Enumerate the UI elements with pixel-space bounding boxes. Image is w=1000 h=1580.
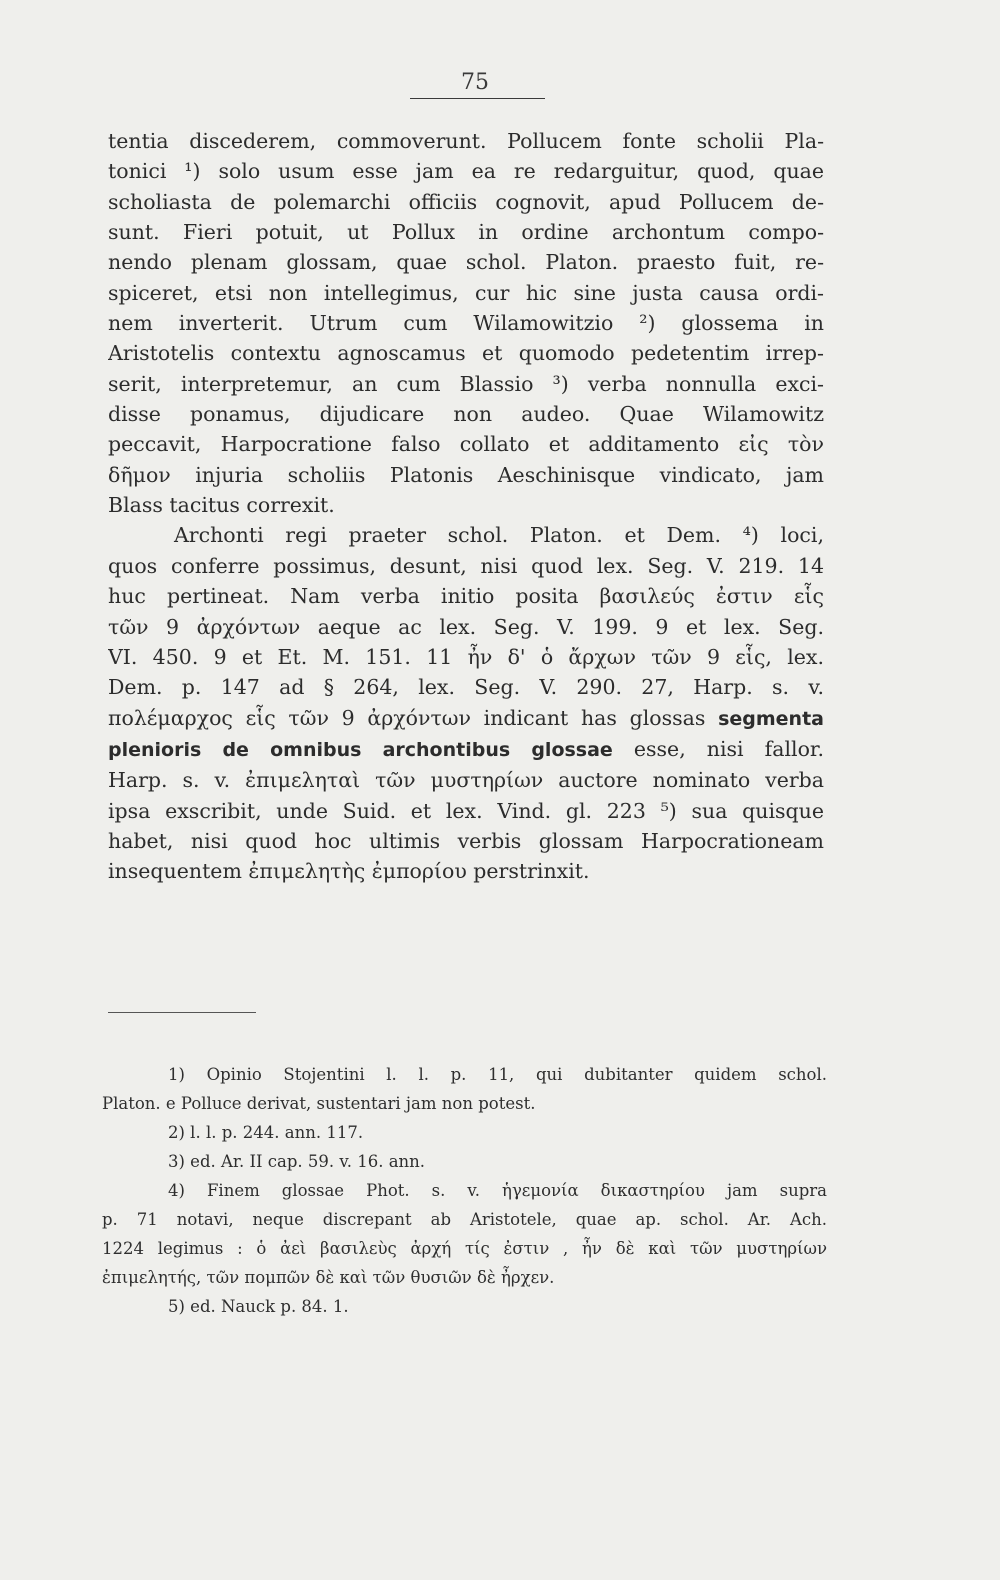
body-line: serit, interpretemur, an cum Blassio ³) verba nonnulla exci-	[108, 371, 824, 396]
body-line: tonici ¹) solo usum esse jam ea re redarguitur, quod, quae	[108, 159, 824, 184]
footnote-line: 1224 legimus : ὁ ἀεὶ βασιλεὺς ἀρχή τίς ἐστιν , ἦν δὲ καὶ τῶν μυστηρίων	[102, 1239, 827, 1258]
footnote-line: 2) l. l. p. 244. ann. 117.	[168, 1123, 364, 1142]
body-line: τῶν 9 ἀρχόντων aeque ac lex. Seg. V. 199. 9 et lex. Seg.	[108, 614, 824, 639]
body-line: Aristotelis contextu agnoscamus et quomodo pedetentim irrep-	[108, 341, 824, 366]
footnotes	[102, 1060, 827, 1321]
footnote-line: 3) ed. Ar. II cap. 59. v. 16. ann.	[168, 1152, 426, 1171]
body-line: Archonti regi praeter schol. Platon. et Dem. ⁴) loci,	[174, 523, 824, 548]
body-line: disse ponamus, dijudicare non audeo. Quae Wilamowitz	[108, 402, 824, 427]
body-line: Blass tacitus correxit.	[108, 493, 335, 518]
body-line: nendo plenam glossam, quae schol. Platon. praesto fuit, re-	[108, 250, 824, 275]
header-rule	[410, 98, 545, 99]
body-line: ipsa exscribit, unde Suid. et lex. Vind. gl. 223 ⁵) sua quisque	[108, 798, 824, 823]
body-line-with-bold	[108, 703, 824, 734]
body-line: δῆμον injuria scholiis Platonis Aeschinisque vindicato, jam	[108, 462, 824, 487]
body-line: VI. 450. 9 et Et. M. 151. 11 ἦν δ' ὁ ἄρχων τῶν 9 εἷς, lex.	[108, 644, 824, 669]
footnote-line: 4) Finem glossae Phot. s. v. ἡγεμονία δικαστηρίου jam supra	[168, 1181, 827, 1200]
body-line: sunt. Fieri potuit, ut Pollux in ordine archontum compo-	[108, 220, 824, 245]
footnote-line: p. 71 notavi, neque discrepant ab Aristotele, quae ap. schol. Ar. Ach.	[102, 1210, 827, 1229]
body-line: habet, nisi quod hoc ultimis verbis glossam Harpocrationeam	[108, 828, 824, 853]
bold-emphasis: plenioris de omnibus archontibus glossae	[108, 738, 613, 761]
body-line: insequentem ἐπιμελητὴς ἐμπορίου perstrinxit.	[108, 859, 590, 884]
body-line: nem inverterit. Utrum cum Wilamowitzio ²) glossema in	[108, 311, 824, 336]
footnote-separator	[108, 1012, 256, 1013]
body-line-text: esse, nisi fallor.	[612, 736, 824, 761]
footnote-line: ἐπιμελητής, τῶν πομπῶν δὲ καὶ τῶν θυσιῶν δὲ ἦρχεν.	[102, 1268, 555, 1287]
footnote-line: 5) ed. Nauck p. 84. 1.	[168, 1297, 349, 1316]
body-line: scholiasta de polemarchi officiis cognovit, apud Pollucem de-	[108, 189, 824, 214]
body-line: quos conferre possimus, desunt, nisi quod lex. Seg. V. 219. 14	[108, 553, 824, 578]
body-line: peccavit, Harpocratione falso collato et additamento εἰς τὸν	[108, 432, 824, 457]
footnote-line: 1) Opinio Stojentini l. l. p. 11, qui dubitanter quidem schol.	[168, 1065, 827, 1084]
body-line: tentia discederem, commoverunt. Pollucem fonte scholii Pla-	[108, 129, 824, 153]
main-body-text	[108, 126, 824, 887]
footnote-line: Platon. e Polluce derivat, sustentari jam non potest.	[102, 1094, 536, 1113]
body-line-text: πολέμαρχος εἷς τῶν 9 ἀρχόντων indicant has glossas	[108, 705, 719, 730]
body-line: Dem. p. 147 ad § 264, lex. Seg. V. 290. 27, Harp. s. v.	[108, 675, 824, 700]
body-line: spiceret, etsi non intellegimus, cur hic sine justa causa ordi-	[108, 280, 824, 305]
body-line: Harp. s. v. ἐπιμεληταὶ τῶν μυστηρίων auctore nominato verba	[108, 768, 824, 793]
body-line: huc pertineat. Nam verba initio posita βασιλεύς ἐστιν εἷς	[108, 584, 824, 609]
bold-emphasis: segmenta	[718, 707, 824, 730]
page-number: 75	[461, 70, 489, 95]
body-line-with-bold	[108, 734, 824, 765]
